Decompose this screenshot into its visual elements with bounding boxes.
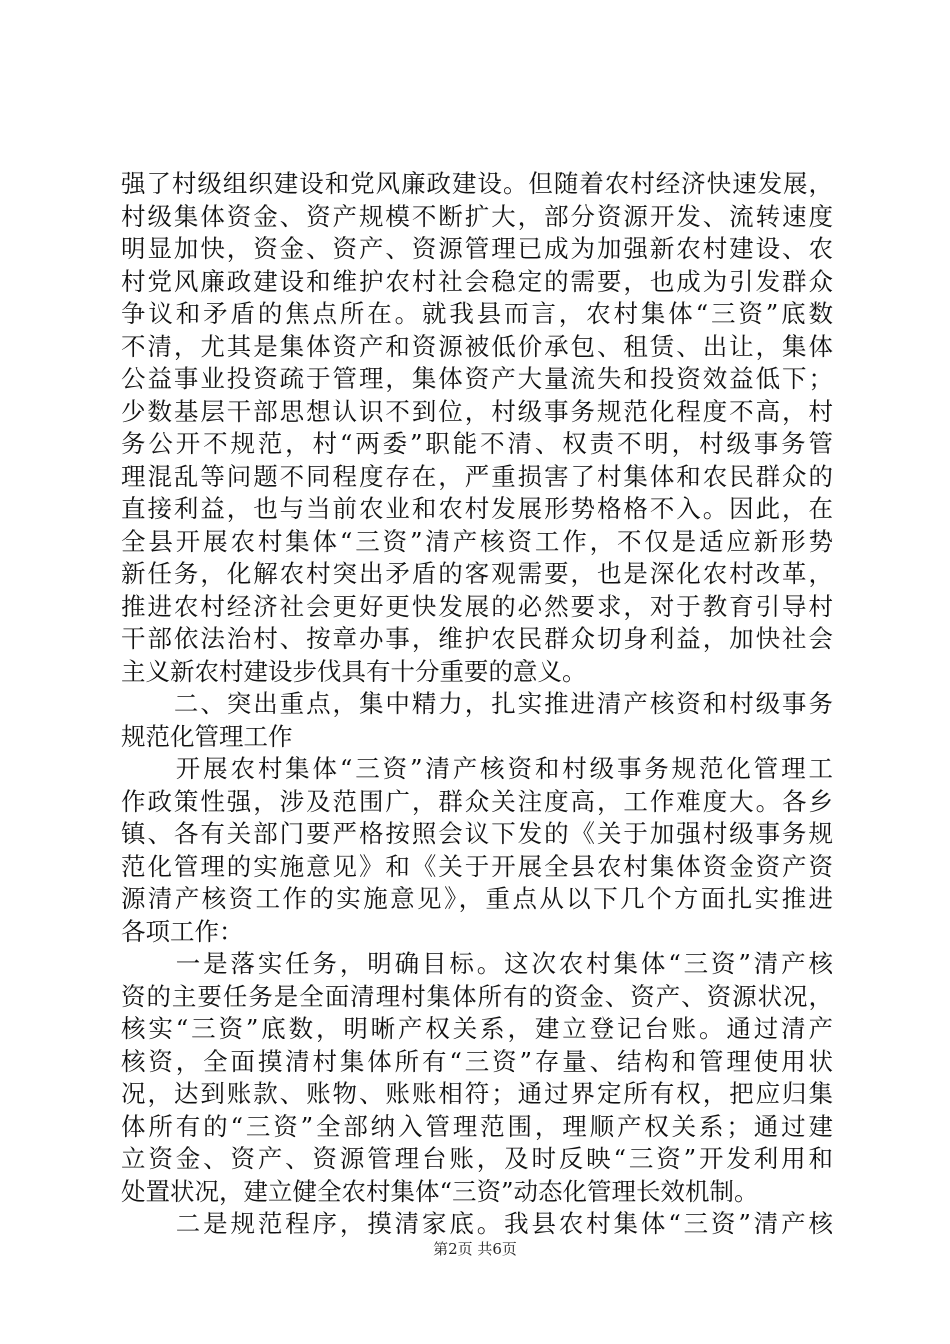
text-line: 少数基层干部思想认识不到位，村级事务规范化程度不高，村 xyxy=(121,396,833,426)
text-line: 强了村级组织建设和党风廉政建设。但随着农村经济快速发展， xyxy=(121,169,833,198)
page-footer xyxy=(0,1238,950,1259)
text-line: 核实“三资”底数，明晰产权关系，建立登记台账。通过清产 xyxy=(121,1014,833,1043)
text-line: 不清，尤其是集体资产和资源被低价承包、租赁、出让，集体 xyxy=(121,331,833,361)
text-line: 资的主要任务是全面清理村集体所有的资金、资产、资源状况， xyxy=(121,981,833,1011)
text-line: 镇、各有关部门要严格按照会议下发的《关于加强村级事务规 xyxy=(121,819,833,848)
text-line: 况，达到账款、账物、账账相符；通过界定所有权，把应归集 xyxy=(121,1079,833,1108)
text-line: 公益事业投资疏于管理，集体资产大量流失和投资效益低下； xyxy=(121,364,833,393)
page-number-label: 第2页 共6页 xyxy=(433,1240,517,1258)
text-line: 村党风廉政建设和维护农村社会稳定的需要，也成为引发群众 xyxy=(121,266,833,296)
text-line: 各项工作： xyxy=(121,916,244,946)
text-line: 开展农村集体“三资”清产核资和村级事务规范化管理工 xyxy=(121,754,833,783)
text-line: 规范化管理工作 xyxy=(121,721,293,751)
text-line: 处置状况，建立健全农村集体“三资”动态化管理长效机制。 xyxy=(121,1176,759,1206)
text-line: 源清产核资工作的实施意见》，重点从以下几个方面扎实推进 xyxy=(121,884,833,913)
text-line: 范化管理的实施意见》和《关于开展全县农村集体资金资产资 xyxy=(121,851,833,881)
document-body xyxy=(121,168,833,1241)
text-line: 直接利益，也与当前农业和农村发展形势格格不入。因此，在 xyxy=(121,494,833,523)
text-line: 体所有的“三资”全部纳入管理范围，理顺产权关系；通过建 xyxy=(121,1111,833,1141)
text-line: 新任务，化解农村突出矛盾的客观需要，也是深化农村改革， xyxy=(121,559,833,588)
text-line: 推进农村经济社会更好更快发展的必然要求，对于教育引导村 xyxy=(121,591,833,621)
text-line: 明显加快，资金、资产、资源管理已成为加强新农村建设、农 xyxy=(121,234,833,263)
text-line: 核资，全面摸清村集体所有“三资”存量、结构和管理使用状 xyxy=(121,1046,833,1076)
text-line: 全县开展农村集体“三资”清产核资工作，不仅是适应新形势 xyxy=(121,526,833,556)
text-line: 理混乱等问题不同程度存在，严重损害了村集体和农民群众的 xyxy=(121,461,833,491)
text-line: 干部依法治村、按章办事，维护农民群众切身利益，加快社会 xyxy=(121,624,833,653)
text-line: 二、突出重点，集中精力，扎实推进清产核资和村级事务 xyxy=(121,689,833,718)
text-line: 务公开不规范，村“两委”职能不清、权责不明，村级事务管 xyxy=(121,429,833,458)
text-line: 村级集体资金、资产规模不断扩大，部分资源开发、流转速度 xyxy=(121,201,833,231)
text-line: 争议和矛盾的焦点所在。就我县而言，农村集体“三资”底数 xyxy=(121,299,833,328)
text-line: 立资金、资产、资源管理台账，及时反映“三资”开发利用和 xyxy=(121,1144,833,1173)
text-line: 二是规范程序，摸清家底。我县农村集体“三资”清产核 xyxy=(121,1209,833,1238)
text-line: 一是落实任务，明确目标。这次农村集体“三资”清产核 xyxy=(121,949,833,978)
text-line: 作政策性强，涉及范围广，群众关注度高，工作难度大。各乡 xyxy=(121,786,833,816)
text-line: 主义新农村建设步伐具有十分重要的意义。 xyxy=(121,656,587,686)
